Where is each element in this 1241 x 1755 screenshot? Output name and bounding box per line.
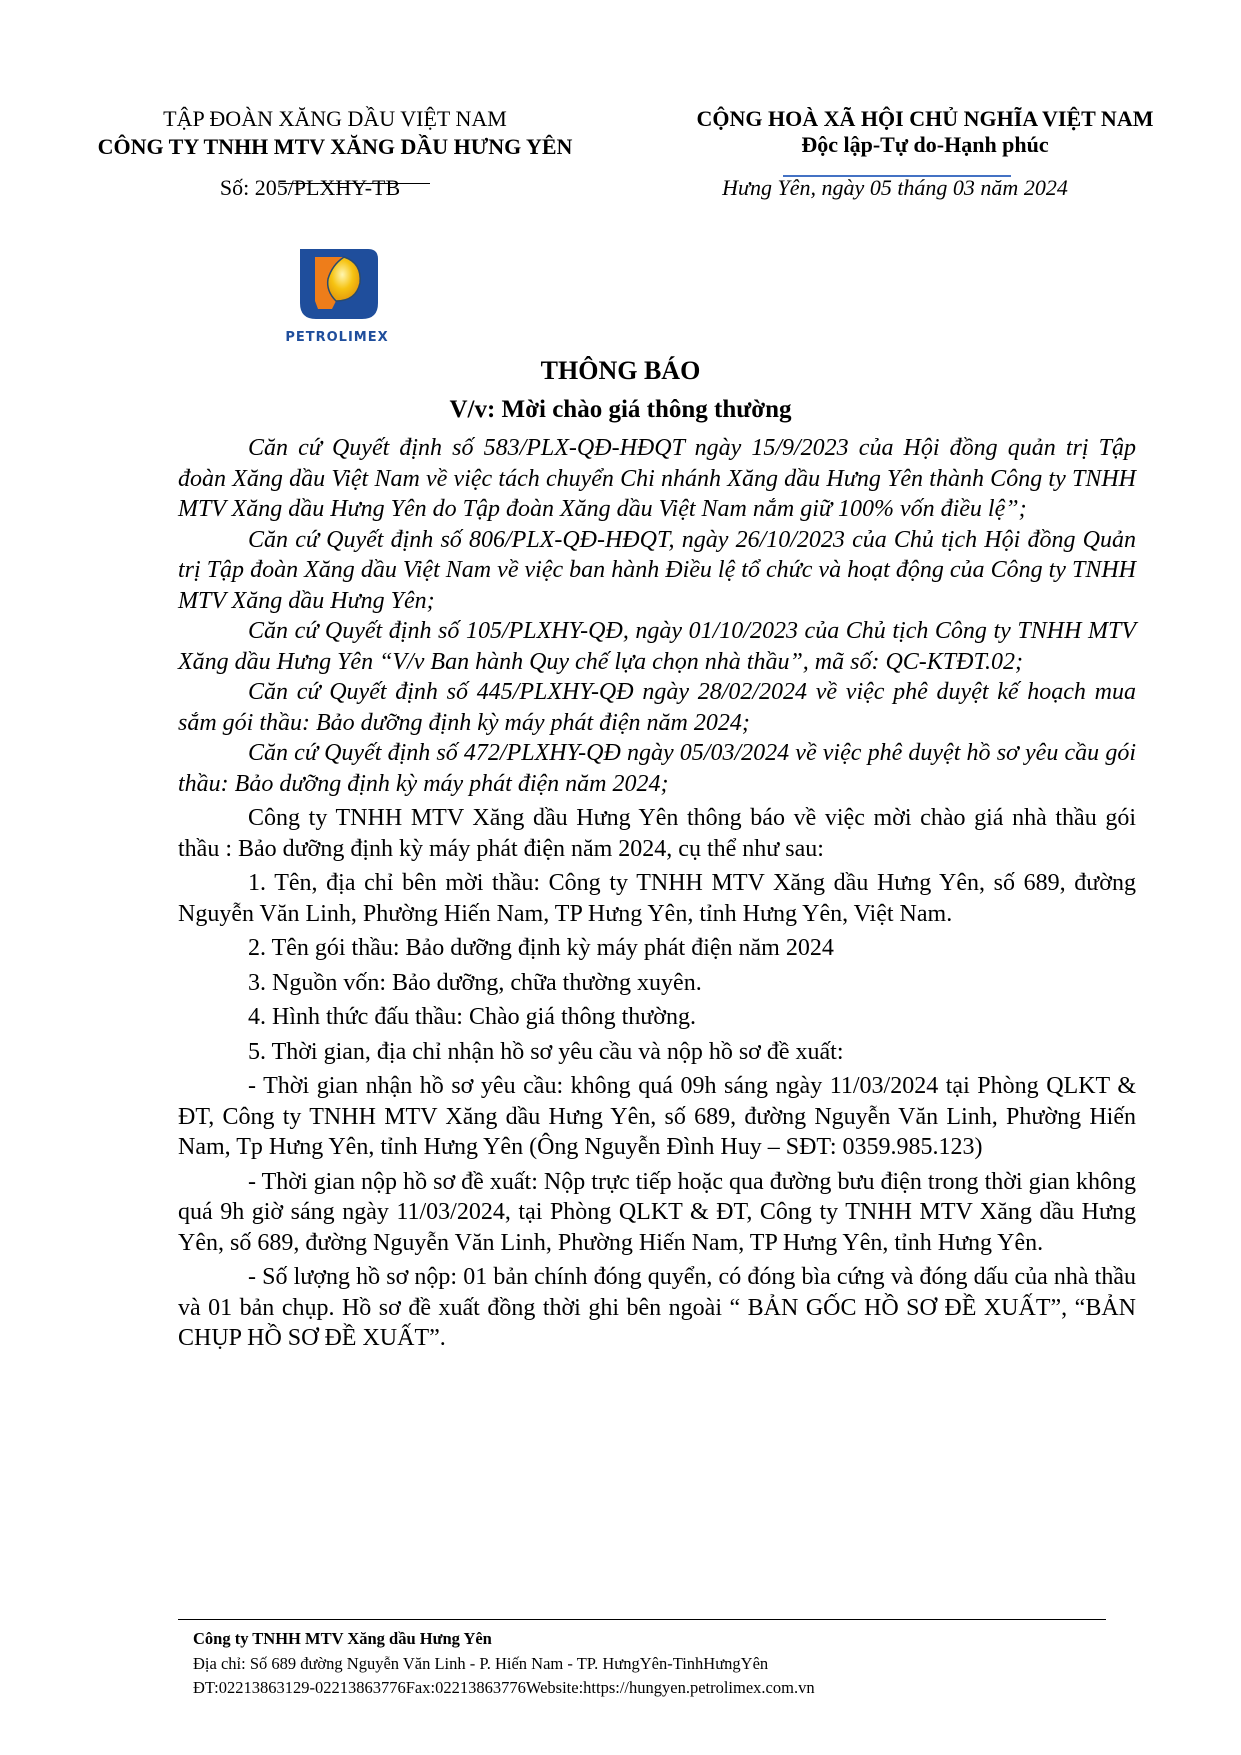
petrolimex-logo-mark (282, 245, 392, 355)
item-1: 1. Tên, địa chỉ bên mời thầu: Công ty TNHH MTV Xăng dầu Hưng Yên, số 689, đường Nguyễn Văn Linh, Phường Hiến Nam, TP Hưng Yên, tỉnh Hưng Yên, Việt Nam. (178, 870, 1136, 927)
org-parent: TẬP ĐOÀN XĂNG DẦU VIỆT NAM (163, 106, 507, 131)
legal-basis-4: Căn cứ Quyết định số 445/PLXHY-QĐ ngày 28/02/2024 về việc phê duyệt kế hoạch mua sắm gói thầu: Bảo dưỡng định kỳ máy phát điện năm 2024; (178, 679, 1136, 736)
doc-number: Số: 205/PLXHY-TB (219, 175, 401, 200)
detail-submit-time: - Thời gian nộp hồ sơ đề xuất: Nộp trực tiếp hoặc qua đường bưu điện trong thời gian không quá 9h giờ sáng ngày 11/03/2024, tại Phòng QLKT & ĐT, Công ty TNHH MTV Xăng dầu Hưng Yên, số 689, đường Nguyễn Văn Linh, Phường Hiến Nam, TP Hưng Yên, tỉnh Hưng Yên. (178, 1168, 1136, 1256)
detail-receive-time: - Thời gian nhận hồ sơ yêu cầu: không quá 09h sáng ngày 11/03/2024 tại Phòng QLKT & ĐT, Công ty TNHH MTV Xăng dầu Hưng Yên, số 689, đường Nguyễn Văn Linh, Phường Hiến Nam, Tp Hưng Yên, tỉnh Hưng Yên (Ông Nguyễn Đình Huy – SĐT: 0359.985.123) (178, 1073, 1136, 1160)
place-date: Hưng Yên, ngày 05 tháng 03 năm 2024 (722, 175, 1068, 200)
country-name: CỘNG HOÀ XÃ HỘI CHỦ NGHĨA VIỆT NAM (696, 106, 1154, 131)
notice-title: THÔNG BÁO (540, 356, 701, 385)
legal-basis-3: Căn cứ Quyết định số 105/PLXHY-QĐ, ngày 01/10/2023 của Chủ tịch Công ty TNHH MTV Xăng dầu Hưng Yên “V/v Ban hành Quy chế lựa chọn nhà thầu”, mã số: QC-KTĐT.02; (178, 618, 1136, 675)
legal-basis-5: Căn cứ Quyết định số 472/PLXHY-QĐ ngày 05/03/2024 về việc phê duyệt hồ sơ yêu cầu gói thầu: Bảo dưỡng định kỳ máy phát điện năm 2024; (178, 740, 1136, 797)
motto: Độc lập-Tự do-Hạnh phúc (801, 132, 1049, 157)
footer-address: Địa chỉ: Số 689 đường Nguyễn Văn Linh - P. Hiến Nam - TP. HưngYên-TinhHưngYên (193, 1654, 769, 1673)
item-4: 4. Hình thức đấu thầu: Chào giá thông thường. (248, 1004, 696, 1030)
footer-divider (178, 1619, 1106, 1620)
petrolimex-logo (282, 245, 392, 355)
item-5: 5. Thời gian, địa chỉ nhận hồ sơ yêu cầu và nộp hồ sơ đề xuất: (248, 1038, 844, 1065)
legal-basis-2: Căn cứ Quyết định số 806/PLX-QĐ-HĐQT, ngày 26/10/2023 của Chủ tịch Hội đồng Quản trị Tập đoàn Xăng dầu Việt Nam về việc ban hành Điều lệ tổ chức và hoạt động của Công ty TNHH MTV Xăng dầu Hưng Yên; (178, 526, 1136, 614)
logo-text: PETROLIMEX (285, 330, 389, 345)
notice-body (178, 433, 1136, 1354)
org-name: CÔNG TY TNHH MTV XĂNG DẦU HƯNG YÊN (97, 134, 573, 159)
item-2: 2. Tên gói thầu: Bảo dưỡng định kỳ máy phát điện năm 2024 (248, 935, 834, 961)
footer-contact: ĐT:02213863129-02213863776Fax:02213863776Website:https://hungyen.petrolimex.com.vn (193, 1678, 815, 1697)
legal-basis-1: Căn cứ Quyết định số 583/PLX-QĐ-HĐQT ngày 15/9/2023 của Hội đồng quản trị Tập đoàn Xăng dầu Việt Nam về việc tách chuyển Chi nhánh Xăng dầu Hưng Yên thành Công ty TNHH MTV Xăng dầu Hưng Yên do Tập đoàn Xăng dầu Việt Nam nắm giữ 100% vốn điều lệ”; (178, 435, 1136, 522)
item-3: 3. Nguồn vốn: Bảo dưỡng, chữa thường xuyên. (248, 969, 702, 996)
footer-company: Công ty TNHH MTV Xăng dầu Hưng Yên (193, 1629, 492, 1648)
notice-subject: V/v: Mời chào giá thông thường (449, 396, 792, 423)
detail-quantity: - Số lượng hồ sơ nộp: 01 bản chính đóng quyển, có đóng bìa cứng và đóng dấu của nhà thầu và 01 bản chụp. Hồ sơ đề xuất đồng thời ghi bên ngoài “ BẢN GỐC HỒ SƠ ĐỀ XUẤT”, “BẢN CHỤP HỒ SƠ ĐỀ XUẤT”. (178, 1264, 1136, 1351)
intro-paragraph: Công ty TNHH MTV Xăng dầu Hưng Yên thông báo về việc mời chào giá nhà thầu gói thầu : Bảo dưỡng định kỳ máy phát điện năm 2024, cụ thể như sau: (178, 805, 1136, 862)
